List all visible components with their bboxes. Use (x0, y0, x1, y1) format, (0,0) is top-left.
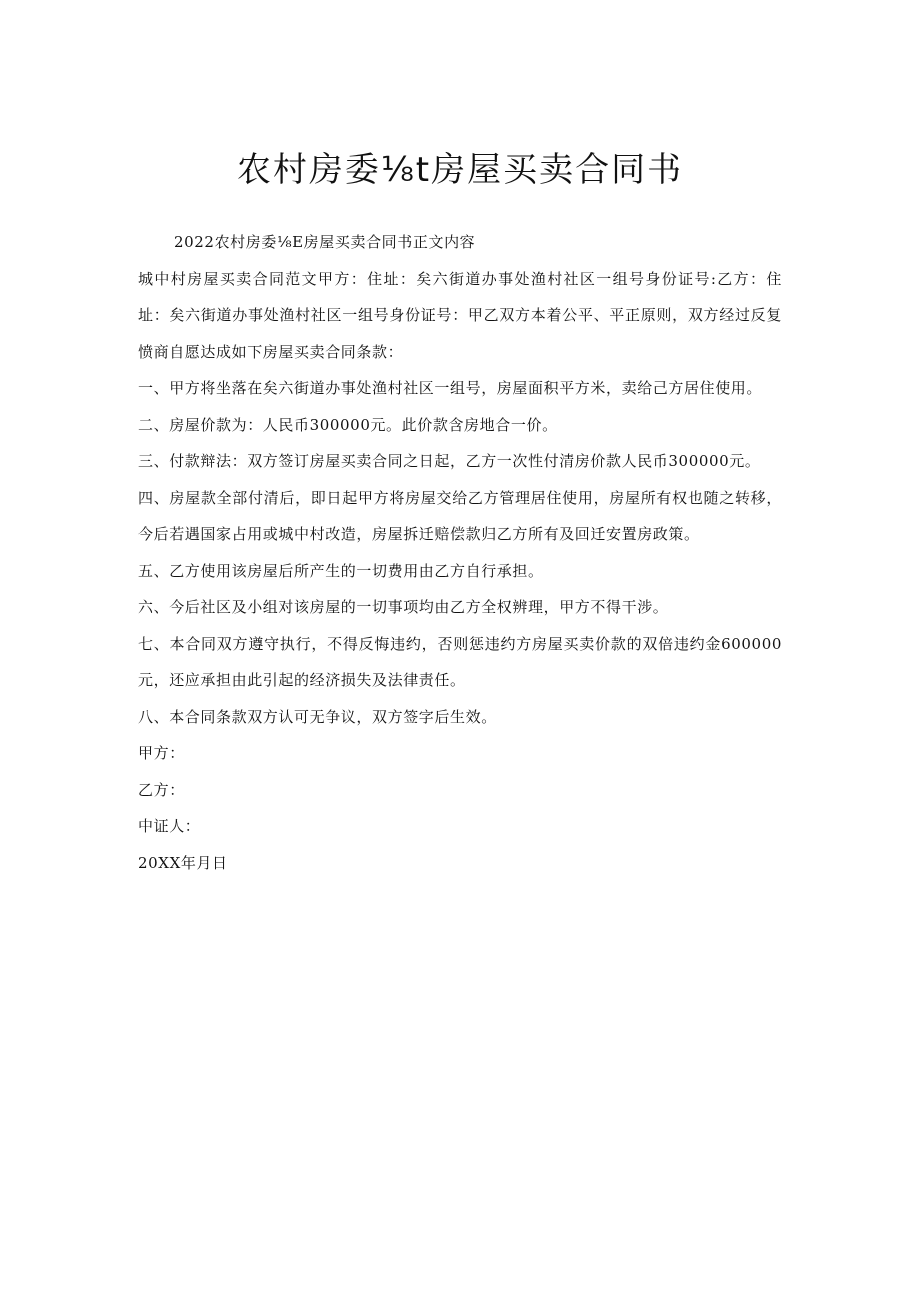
clause-8: 八、本合同条款双方认可无争议，双方签字后生效。 (138, 707, 497, 726)
signature-witness: 中证人： (138, 817, 201, 835)
contract-intro: 城中村房屋买卖合同范文甲方：住址：矣六街道办事处渔村社区一组号身份证号:乙方：住址：矣六街道办事处渔村社区一组号身份证号：甲乙双方本着公平、平正原则，双方经过反复愤商自愿达成如下房屋买卖合同条款： (138, 269, 782, 361)
clause-1: 一、甲方将坐落在矣六街道办事处渔村社区一组号，房屋面积平方米，卖给己方居住使用。 (138, 379, 763, 397)
signature-party-b: 乙方： (138, 780, 185, 799)
document-subtitle: 2022农村房委⅛E房屋买卖合同书正文内容 (174, 233, 476, 251)
signature-party-a: 甲方： (138, 744, 185, 762)
clause-7: 七、本合同双方遵守执行，不得反悔违约，否则惩违约方房屋买卖价款的双倍违约金600000元，还应承担由此引起的经济损失及法律责任。 (138, 634, 782, 689)
document-body (138, 224, 782, 881)
signature-date: 20XX年月日 (138, 853, 228, 872)
document-title: 农村房委⅛t房屋买卖合同书 (236, 150, 684, 190)
clause-4: 四、房屋款全部付清后，即日起甲方将房屋交给乙方管理居住使用，房屋所有权也随之转移，今后若遇国家占用或城中村改造，房屋拆迁赔偿款归乙方所有及回迁安置房政策。 (138, 488, 782, 543)
clause-2: 二、房屋价款为：人民币300000元。此价款含房地合一价。 (138, 415, 558, 434)
clause-6: 六、今后社区及小组对该房屋的一切事项均由乙方全权辨理，甲方不得干涉。 (138, 598, 669, 616)
clause-3: 三、付款辩法：双方签订房屋买卖合同之日起，乙方一次性付清房价款人民币300000元。 (138, 452, 761, 470)
clause-5: 五、乙方使用该房屋后所产生的一切费用由乙方自行承担。 (138, 561, 544, 580)
